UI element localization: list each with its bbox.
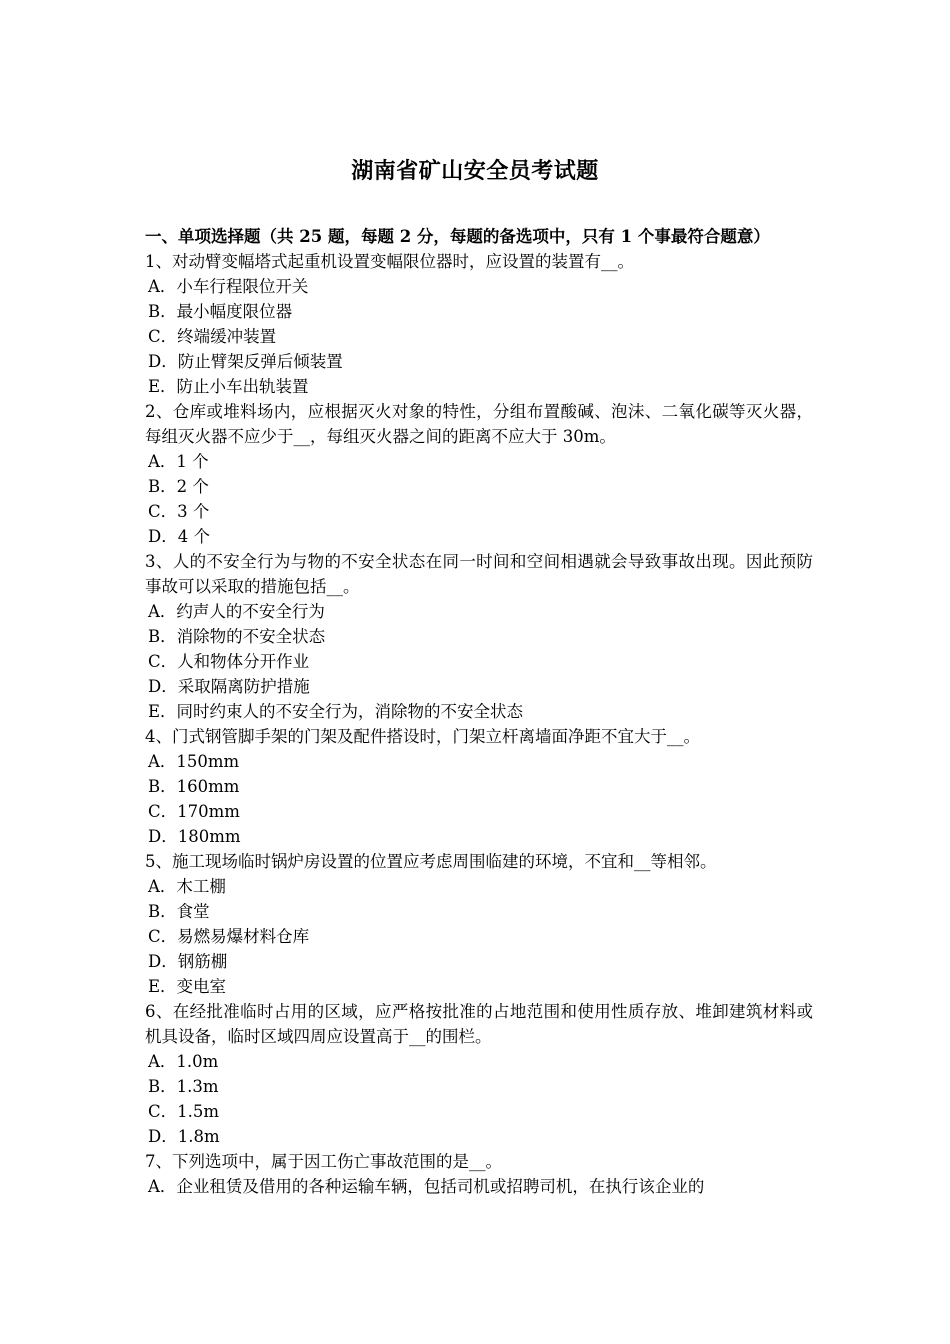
question-2 xyxy=(145,399,813,549)
question-text: 2、仓库或堆料场内，应根据灭火对象的特性，分组布置酸碱、泡沫、二氧化碳等灭火器，每组灭火器不应少于__，每组灭火器之间的距离不应大于 30m。 xyxy=(145,402,813,446)
option-a: A．1 个 xyxy=(148,452,209,471)
question-text: 4、门式钢管脚手架的门架及配件搭设时，门架立杆离墙面净距不宜大于__。 xyxy=(145,727,700,746)
option-c: C．170mm xyxy=(148,802,240,821)
option-a: A．企业租赁及借用的各种运输车辆，包括司机或招聘司机，在执行该企业的 xyxy=(148,1177,705,1196)
option-e: E．同时约束人的不安全行为，消除物的不安全状态 xyxy=(148,702,524,721)
question-text: 5、施工现场临时锅炉房设置的位置应考虑周围临建的环境，不宜和__等相邻。 xyxy=(145,852,717,871)
option-c: C．3 个 xyxy=(148,502,210,521)
option-a: A．150mm xyxy=(148,752,240,771)
option-b: B．最小幅度限位器 xyxy=(148,302,293,321)
option-d: D．采取隔离防护措施 xyxy=(148,677,310,696)
option-b: B．160mm xyxy=(148,777,240,796)
option-d: D．钢筋棚 xyxy=(148,952,228,971)
option-b: B．1.3m xyxy=(148,1077,219,1096)
option-b: B．2 个 xyxy=(148,477,209,496)
option-d: D．4 个 xyxy=(148,527,210,546)
question-text: 3、人的不安全行为与物的不安全状态在同一时间和空间相遇就会导致事故出现。因此预防事故可以采取的措施包括__。 xyxy=(145,552,813,596)
option-c: C．易燃易爆材料仓库 xyxy=(148,927,310,946)
option-e: E．防止小车出轨装置 xyxy=(148,377,309,396)
option-a: A．约声人的不安全行为 xyxy=(148,602,325,621)
document-title: 湖南省矿山安全员考试题 xyxy=(351,158,599,184)
question-text: 1、对动臂变幅塔式起重机设置变幅限位器时，应设置的装置有__。 xyxy=(145,252,634,271)
option-d: D．180mm xyxy=(148,827,241,846)
question-7 xyxy=(145,1149,813,1199)
question-6 xyxy=(145,999,813,1149)
option-c: C．人和物体分开作业 xyxy=(148,652,310,671)
option-b: B．消除物的不安全状态 xyxy=(148,627,326,646)
option-a: A．木工棚 xyxy=(148,877,226,896)
question-3 xyxy=(145,549,813,724)
question-text: 6、在经批准临时占用的区域，应严格按批准的占地范围和使用性质存放、堆卸建筑材料或机具设备，临时区域四周应设置高于__的围栏。 xyxy=(145,1002,813,1046)
option-b: B．食堂 xyxy=(148,902,210,921)
option-d: D．防止臂架反弹后倾装置 xyxy=(148,352,343,371)
option-d: D．1.8m xyxy=(148,1127,220,1146)
option-a: A．小车行程限位开关 xyxy=(148,277,309,296)
question-1 xyxy=(145,249,813,399)
question-5 xyxy=(145,849,813,999)
option-c: C．1.5m xyxy=(148,1102,220,1121)
question-4 xyxy=(145,724,813,849)
option-c: C．终端缓冲装置 xyxy=(148,327,277,346)
section-header: 一、单项选择题（共 25 题，每题 2 分，每题的备选项中，只有 1 个事最符合题意） xyxy=(145,227,770,246)
question-text: 7、下列选项中，属于因工伤亡事故范围的是__。 xyxy=(145,1152,502,1171)
option-a: A．1.0m xyxy=(148,1052,219,1071)
document-body xyxy=(145,224,813,1199)
option-e: E．变电室 xyxy=(148,977,227,996)
